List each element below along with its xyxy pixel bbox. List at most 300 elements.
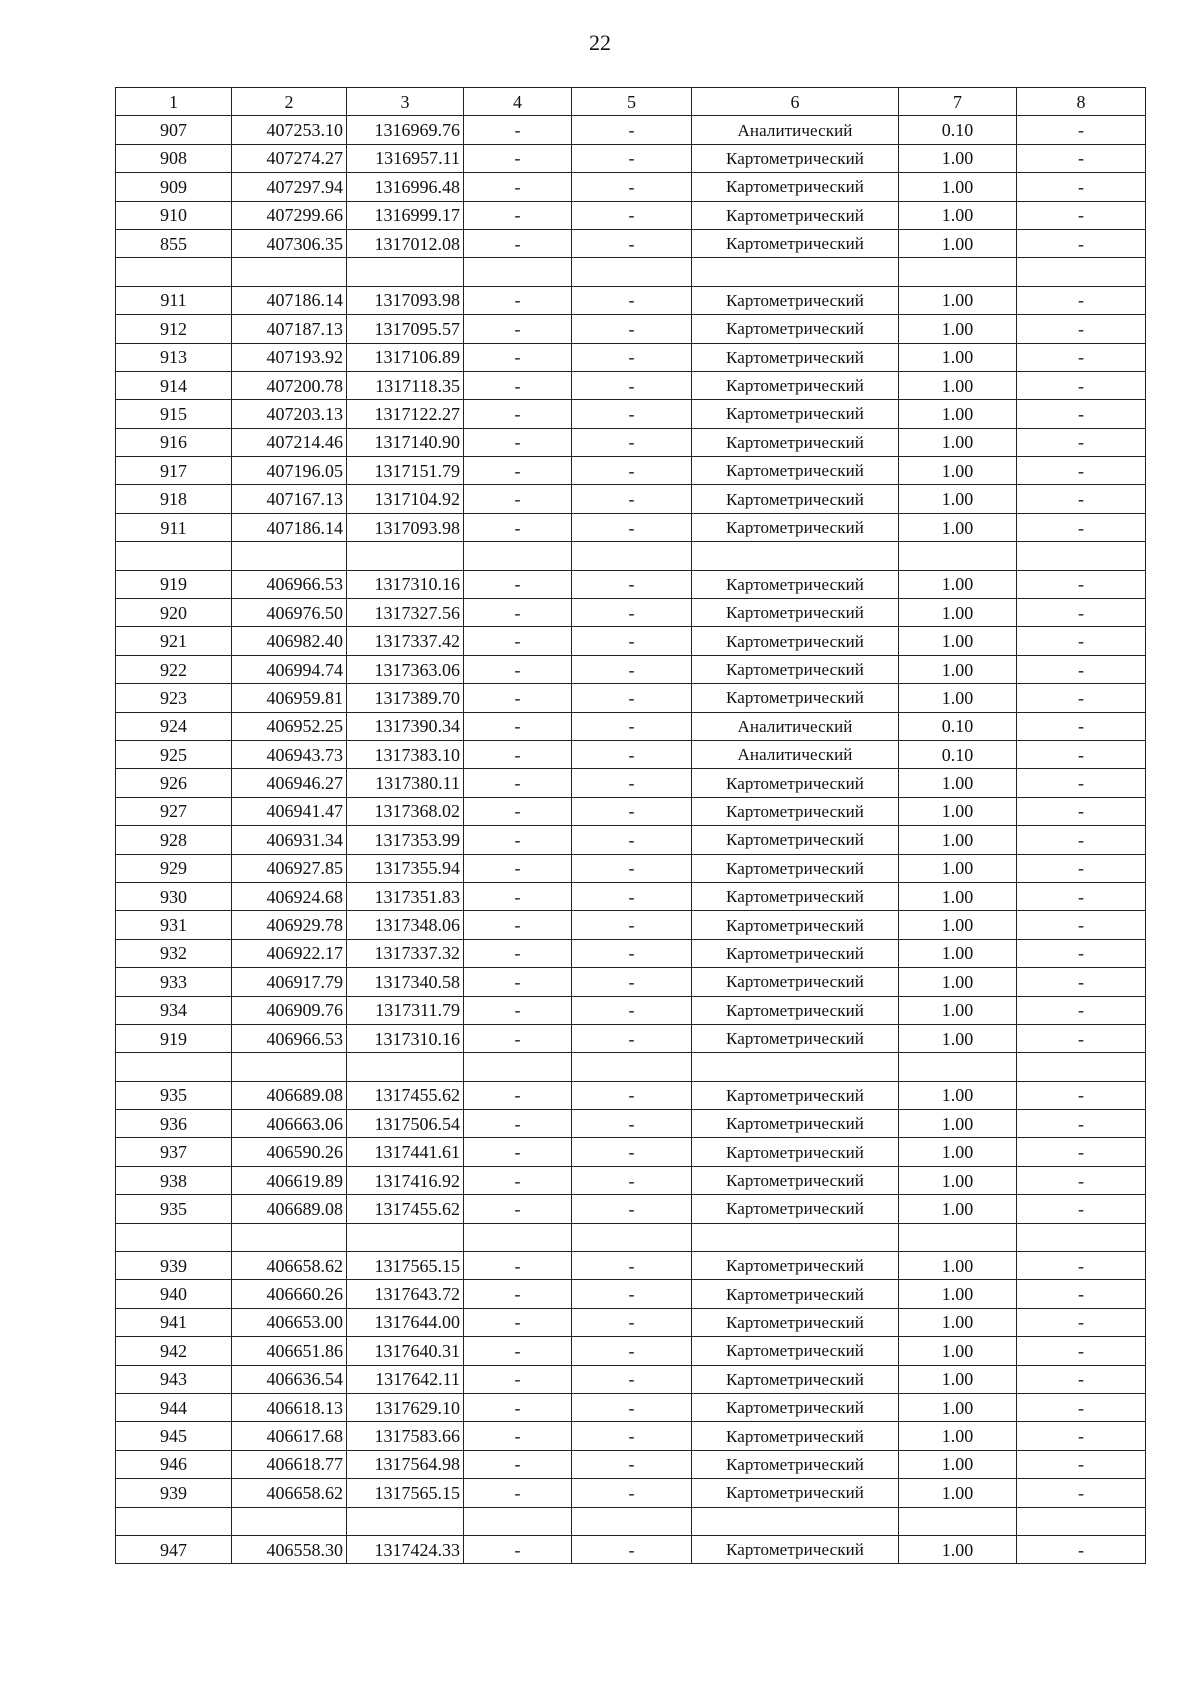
table-row xyxy=(116,996,1146,1024)
col5-cell: - xyxy=(572,769,692,797)
col5-cell: - xyxy=(572,1195,692,1223)
col8-cell: - xyxy=(1017,1110,1146,1138)
x-coordinate-cell: 407214.46 xyxy=(232,428,347,456)
col8-cell: - xyxy=(1017,627,1146,655)
method-cell: Картометрический xyxy=(692,1195,899,1223)
accuracy-cell: 1.00 xyxy=(899,1308,1017,1336)
col5-cell xyxy=(572,1053,692,1081)
y-coordinate-cell: 1317337.42 xyxy=(347,627,464,655)
col8-cell: - xyxy=(1017,1422,1146,1450)
col5-cell: - xyxy=(572,428,692,456)
header-cell: 1 xyxy=(116,88,232,116)
point-number-cell: 936 xyxy=(116,1110,232,1138)
col8-cell: - xyxy=(1017,144,1146,172)
accuracy-cell: 1.00 xyxy=(899,599,1017,627)
col4-cell: - xyxy=(464,1252,572,1280)
col5-cell: - xyxy=(572,684,692,712)
col4-cell: - xyxy=(464,116,572,144)
point-number-cell: 941 xyxy=(116,1308,232,1336)
x-coordinate-cell: 407297.94 xyxy=(232,173,347,201)
col5-cell: - xyxy=(572,229,692,257)
table-row xyxy=(116,1450,1146,1478)
accuracy-cell xyxy=(899,1053,1017,1081)
y-coordinate-cell: 1317643.72 xyxy=(347,1280,464,1308)
col4-cell: - xyxy=(464,854,572,882)
y-coordinate-cell: 1316969.76 xyxy=(347,116,464,144)
table-row xyxy=(116,485,1146,513)
y-coordinate-cell xyxy=(347,1053,464,1081)
col4-cell: - xyxy=(464,797,572,825)
point-number-cell: 908 xyxy=(116,144,232,172)
col4-cell: - xyxy=(464,201,572,229)
method-cell: Картометрический xyxy=(692,968,899,996)
col4-cell: - xyxy=(464,712,572,740)
y-coordinate-cell: 1317389.70 xyxy=(347,684,464,712)
x-coordinate-cell: 407196.05 xyxy=(232,457,347,485)
x-coordinate-cell: 406618.77 xyxy=(232,1450,347,1478)
col8-cell: - xyxy=(1017,769,1146,797)
x-coordinate-cell: 406590.26 xyxy=(232,1138,347,1166)
point-number-cell: 934 xyxy=(116,996,232,1024)
col8-cell: - xyxy=(1017,116,1146,144)
accuracy-cell: 1.00 xyxy=(899,1081,1017,1109)
col8-cell: - xyxy=(1017,428,1146,456)
col4-cell: - xyxy=(464,655,572,683)
x-coordinate-cell: 406658.62 xyxy=(232,1252,347,1280)
method-cell: Картометрический xyxy=(692,1308,899,1336)
point-number-cell xyxy=(116,1507,232,1535)
col5-cell: - xyxy=(572,173,692,201)
method-cell: Аналитический xyxy=(692,116,899,144)
table-row xyxy=(116,144,1146,172)
table-row xyxy=(116,599,1146,627)
x-coordinate-cell: 406927.85 xyxy=(232,854,347,882)
x-coordinate-cell: 407167.13 xyxy=(232,485,347,513)
table-row xyxy=(116,1337,1146,1365)
y-coordinate-cell: 1317310.16 xyxy=(347,570,464,598)
point-number-cell: 944 xyxy=(116,1393,232,1421)
separator-row xyxy=(116,258,1146,286)
y-coordinate-cell: 1317351.83 xyxy=(347,882,464,910)
y-coordinate-cell: 1317104.92 xyxy=(347,485,464,513)
accuracy-cell: 0.10 xyxy=(899,740,1017,768)
col8-cell: - xyxy=(1017,740,1146,768)
col4-cell: - xyxy=(464,1081,572,1109)
col4-cell: - xyxy=(464,144,572,172)
x-coordinate-cell: 406653.00 xyxy=(232,1308,347,1336)
point-number-cell: 947 xyxy=(116,1535,232,1563)
accuracy-cell: 1.00 xyxy=(899,1535,1017,1563)
point-number-cell: 939 xyxy=(116,1479,232,1507)
y-coordinate-cell: 1317093.98 xyxy=(347,286,464,314)
point-number-cell xyxy=(116,258,232,286)
col8-cell: - xyxy=(1017,1365,1146,1393)
accuracy-cell xyxy=(899,258,1017,286)
col8-cell: - xyxy=(1017,939,1146,967)
table-row xyxy=(116,1393,1146,1421)
col5-cell: - xyxy=(572,939,692,967)
method-cell: Аналитический xyxy=(692,712,899,740)
table-row xyxy=(116,1024,1146,1052)
col8-cell xyxy=(1017,1507,1146,1535)
col8-cell: - xyxy=(1017,1393,1146,1421)
x-coordinate-cell: 406959.81 xyxy=(232,684,347,712)
col8-cell: - xyxy=(1017,712,1146,740)
col4-cell xyxy=(464,1053,572,1081)
point-number-cell: 929 xyxy=(116,854,232,882)
header-cell: 5 xyxy=(572,88,692,116)
y-coordinate-cell: 1316957.11 xyxy=(347,144,464,172)
col5-cell: - xyxy=(572,712,692,740)
y-coordinate-cell: 1317151.79 xyxy=(347,457,464,485)
x-coordinate-cell: 406976.50 xyxy=(232,599,347,627)
col8-cell xyxy=(1017,1223,1146,1251)
col4-cell: - xyxy=(464,1166,572,1194)
point-number-cell: 913 xyxy=(116,343,232,371)
accuracy-cell: 1.00 xyxy=(899,400,1017,428)
col8-cell: - xyxy=(1017,1280,1146,1308)
table-row xyxy=(116,400,1146,428)
method-cell: Картометрический xyxy=(692,996,899,1024)
col4-cell: - xyxy=(464,939,572,967)
col5-cell: - xyxy=(572,826,692,854)
point-number-cell: 933 xyxy=(116,968,232,996)
header-cell: 2 xyxy=(232,88,347,116)
col8-cell: - xyxy=(1017,570,1146,598)
point-number-cell: 907 xyxy=(116,116,232,144)
point-number-cell: 917 xyxy=(116,457,232,485)
y-coordinate-cell: 1316996.48 xyxy=(347,173,464,201)
point-number-cell: 937 xyxy=(116,1138,232,1166)
col4-cell: - xyxy=(464,1337,572,1365)
method-cell: Картометрический xyxy=(692,1450,899,1478)
separator-row xyxy=(116,1223,1146,1251)
table-row xyxy=(116,371,1146,399)
col5-cell: - xyxy=(572,1280,692,1308)
y-coordinate-cell: 1317629.10 xyxy=(347,1393,464,1421)
col5-cell: - xyxy=(572,201,692,229)
table-row xyxy=(116,457,1146,485)
method-cell: Картометрический xyxy=(692,286,899,314)
y-coordinate-cell: 1316999.17 xyxy=(347,201,464,229)
table-row xyxy=(116,911,1146,939)
col4-cell: - xyxy=(464,1365,572,1393)
accuracy-cell: 1.00 xyxy=(899,1393,1017,1421)
y-coordinate-cell: 1317348.06 xyxy=(347,911,464,939)
col5-cell: - xyxy=(572,286,692,314)
point-number-cell: 945 xyxy=(116,1422,232,1450)
method-cell: Картометрический xyxy=(692,485,899,513)
x-coordinate-cell: 406946.27 xyxy=(232,769,347,797)
col4-cell: - xyxy=(464,343,572,371)
col4-cell: - xyxy=(464,513,572,541)
col4-cell: - xyxy=(464,882,572,910)
col8-cell: - xyxy=(1017,485,1146,513)
col5-cell: - xyxy=(572,1252,692,1280)
accuracy-cell: 1.00 xyxy=(899,428,1017,456)
table-row xyxy=(116,513,1146,541)
accuracy-cell: 1.00 xyxy=(899,1252,1017,1280)
point-number-cell: 911 xyxy=(116,286,232,314)
col5-cell: - xyxy=(572,1337,692,1365)
col4-cell: - xyxy=(464,996,572,1024)
col5-cell: - xyxy=(572,599,692,627)
col4-cell: - xyxy=(464,599,572,627)
method-cell: Картометрический xyxy=(692,1024,899,1052)
table-row xyxy=(116,769,1146,797)
col8-cell: - xyxy=(1017,173,1146,201)
point-number-cell: 946 xyxy=(116,1450,232,1478)
point-number-cell: 926 xyxy=(116,769,232,797)
col4-cell: - xyxy=(464,1280,572,1308)
method-cell: Картометрический xyxy=(692,1166,899,1194)
point-number-cell: 919 xyxy=(116,570,232,598)
method-cell: Картометрический xyxy=(692,854,899,882)
method-cell: Картометрический xyxy=(692,201,899,229)
col4-cell: - xyxy=(464,173,572,201)
method-cell: Картометрический xyxy=(692,1280,899,1308)
col4-cell: - xyxy=(464,911,572,939)
method-cell: Картометрический xyxy=(692,1365,899,1393)
y-coordinate-cell: 1317012.08 xyxy=(347,229,464,257)
col4-cell xyxy=(464,258,572,286)
coordinates-table xyxy=(115,87,1146,1564)
method-cell xyxy=(692,542,899,570)
col5-cell: - xyxy=(572,1308,692,1336)
table-row xyxy=(116,939,1146,967)
col8-cell: - xyxy=(1017,1308,1146,1336)
y-coordinate-cell: 1317416.92 xyxy=(347,1166,464,1194)
method-cell: Картометрический xyxy=(692,144,899,172)
method-cell: Картометрический xyxy=(692,457,899,485)
y-coordinate-cell xyxy=(347,1507,464,1535)
col8-cell: - xyxy=(1017,343,1146,371)
col8-cell: - xyxy=(1017,1166,1146,1194)
accuracy-cell: 1.00 xyxy=(899,1110,1017,1138)
col8-cell: - xyxy=(1017,1252,1146,1280)
table-row xyxy=(116,1479,1146,1507)
method-cell: Картометрический xyxy=(692,428,899,456)
table-row xyxy=(116,854,1146,882)
col5-cell: - xyxy=(572,797,692,825)
col8-cell: - xyxy=(1017,1195,1146,1223)
point-number-cell: 935 xyxy=(116,1195,232,1223)
accuracy-cell: 1.00 xyxy=(899,201,1017,229)
method-cell: Картометрический xyxy=(692,769,899,797)
y-coordinate-cell: 1317337.32 xyxy=(347,939,464,967)
point-number-cell: 920 xyxy=(116,599,232,627)
col8-cell: - xyxy=(1017,1479,1146,1507)
y-coordinate-cell: 1317380.11 xyxy=(347,769,464,797)
col8-cell xyxy=(1017,542,1146,570)
method-cell: Картометрический xyxy=(692,1393,899,1421)
col5-cell: - xyxy=(572,1081,692,1109)
y-coordinate-cell: 1317424.33 xyxy=(347,1535,464,1563)
method-cell: Картометрический xyxy=(692,1535,899,1563)
x-coordinate-cell: 407186.14 xyxy=(232,513,347,541)
y-coordinate-cell: 1317506.54 xyxy=(347,1110,464,1138)
x-coordinate-cell: 406618.13 xyxy=(232,1393,347,1421)
accuracy-cell: 1.00 xyxy=(899,570,1017,598)
col8-cell: - xyxy=(1017,599,1146,627)
col8-cell: - xyxy=(1017,826,1146,854)
col5-cell: - xyxy=(572,968,692,996)
method-cell xyxy=(692,1053,899,1081)
col4-cell: - xyxy=(464,968,572,996)
y-coordinate-cell xyxy=(347,258,464,286)
point-number-cell: 919 xyxy=(116,1024,232,1052)
method-cell: Картометрический xyxy=(692,173,899,201)
x-coordinate-cell: 406966.53 xyxy=(232,570,347,598)
x-coordinate-cell xyxy=(232,258,347,286)
x-coordinate-cell: 406917.79 xyxy=(232,968,347,996)
header-cell: 4 xyxy=(464,88,572,116)
accuracy-cell: 1.00 xyxy=(899,457,1017,485)
col5-cell xyxy=(572,258,692,286)
x-coordinate-cell: 406931.34 xyxy=(232,826,347,854)
col8-cell: - xyxy=(1017,286,1146,314)
accuracy-cell: 1.00 xyxy=(899,513,1017,541)
accuracy-cell xyxy=(899,1507,1017,1535)
col5-cell: - xyxy=(572,513,692,541)
table-row xyxy=(116,229,1146,257)
col5-cell: - xyxy=(572,1024,692,1052)
col8-cell: - xyxy=(1017,1337,1146,1365)
accuracy-cell: 1.00 xyxy=(899,1422,1017,1450)
col5-cell: - xyxy=(572,854,692,882)
col5-cell: - xyxy=(572,457,692,485)
x-coordinate-cell: 406952.25 xyxy=(232,712,347,740)
accuracy-cell: 1.00 xyxy=(899,684,1017,712)
accuracy-cell: 1.00 xyxy=(899,343,1017,371)
accuracy-cell: 1.00 xyxy=(899,1195,1017,1223)
table-row xyxy=(116,570,1146,598)
method-cell xyxy=(692,258,899,286)
point-number-cell xyxy=(116,1223,232,1251)
col5-cell: - xyxy=(572,1110,692,1138)
method-cell: Картометрический xyxy=(692,911,899,939)
x-coordinate-cell: 406689.08 xyxy=(232,1195,347,1223)
point-number-cell: 923 xyxy=(116,684,232,712)
x-coordinate-cell xyxy=(232,1223,347,1251)
col4-cell: - xyxy=(464,485,572,513)
point-number-cell: 918 xyxy=(116,485,232,513)
accuracy-cell: 1.00 xyxy=(899,996,1017,1024)
col4-cell: - xyxy=(464,229,572,257)
accuracy-cell: 1.00 xyxy=(899,173,1017,201)
accuracy-cell: 1.00 xyxy=(899,655,1017,683)
col4-cell xyxy=(464,542,572,570)
col8-cell: - xyxy=(1017,201,1146,229)
x-coordinate-cell: 406558.30 xyxy=(232,1535,347,1563)
y-coordinate-cell: 1317310.16 xyxy=(347,1024,464,1052)
accuracy-cell: 1.00 xyxy=(899,854,1017,882)
col5-cell xyxy=(572,1507,692,1535)
method-cell: Картометрический xyxy=(692,684,899,712)
table-row xyxy=(116,740,1146,768)
x-coordinate-cell xyxy=(232,542,347,570)
accuracy-cell: 1.00 xyxy=(899,371,1017,399)
y-coordinate-cell: 1317390.34 xyxy=(347,712,464,740)
method-cell: Картометрический xyxy=(692,797,899,825)
table-row xyxy=(116,1280,1146,1308)
col8-cell xyxy=(1017,258,1146,286)
col8-cell: - xyxy=(1017,229,1146,257)
point-number-cell xyxy=(116,542,232,570)
x-coordinate-cell: 406660.26 xyxy=(232,1280,347,1308)
table-row xyxy=(116,826,1146,854)
col4-cell: - xyxy=(464,428,572,456)
y-coordinate-cell: 1317106.89 xyxy=(347,343,464,371)
col5-cell: - xyxy=(572,911,692,939)
accuracy-cell: 1.00 xyxy=(899,882,1017,910)
y-coordinate-cell: 1317353.99 xyxy=(347,826,464,854)
y-coordinate-cell: 1317368.02 xyxy=(347,797,464,825)
col8-cell: - xyxy=(1017,315,1146,343)
x-coordinate-cell: 406663.06 xyxy=(232,1110,347,1138)
col4-cell: - xyxy=(464,286,572,314)
accuracy-cell: 1.00 xyxy=(899,911,1017,939)
point-number-cell: 931 xyxy=(116,911,232,939)
y-coordinate-cell: 1317441.61 xyxy=(347,1138,464,1166)
accuracy-cell: 1.00 xyxy=(899,1024,1017,1052)
col4-cell: - xyxy=(464,400,572,428)
table-row xyxy=(116,173,1146,201)
col5-cell xyxy=(572,542,692,570)
col4-cell: - xyxy=(464,740,572,768)
method-cell: Картометрический xyxy=(692,655,899,683)
x-coordinate-cell: 406636.54 xyxy=(232,1365,347,1393)
point-number-cell: 935 xyxy=(116,1081,232,1109)
x-coordinate-cell: 406941.47 xyxy=(232,797,347,825)
col5-cell: - xyxy=(572,1450,692,1478)
col4-cell: - xyxy=(464,1138,572,1166)
col8-cell: - xyxy=(1017,854,1146,882)
x-coordinate-cell: 407187.13 xyxy=(232,315,347,343)
col4-cell: - xyxy=(464,769,572,797)
col4-cell: - xyxy=(464,1422,572,1450)
accuracy-cell: 1.00 xyxy=(899,1450,1017,1478)
y-coordinate-cell: 1317642.11 xyxy=(347,1365,464,1393)
point-number-cell: 912 xyxy=(116,315,232,343)
point-number-cell: 910 xyxy=(116,201,232,229)
col5-cell: - xyxy=(572,1479,692,1507)
point-number-cell: 915 xyxy=(116,400,232,428)
method-cell: Картометрический xyxy=(692,1337,899,1365)
separator-row xyxy=(116,542,1146,570)
col8-cell: - xyxy=(1017,684,1146,712)
table-row xyxy=(116,1365,1146,1393)
col4-cell: - xyxy=(464,627,572,655)
x-coordinate-cell: 407186.14 xyxy=(232,286,347,314)
accuracy-cell: 1.00 xyxy=(899,968,1017,996)
accuracy-cell: 1.00 xyxy=(899,939,1017,967)
accuracy-cell: 1.00 xyxy=(899,1337,1017,1365)
method-cell: Картометрический xyxy=(692,1110,899,1138)
point-number-cell: 911 xyxy=(116,513,232,541)
col5-cell: - xyxy=(572,144,692,172)
col5-cell: - xyxy=(572,400,692,428)
table-row xyxy=(116,655,1146,683)
col5-cell xyxy=(572,1223,692,1251)
col8-cell: - xyxy=(1017,1450,1146,1478)
page-number: 22 xyxy=(589,30,611,55)
method-cell: Аналитический xyxy=(692,740,899,768)
method-cell: Картометрический xyxy=(692,599,899,627)
x-coordinate-cell: 406689.08 xyxy=(232,1081,347,1109)
accuracy-cell: 1.00 xyxy=(899,1479,1017,1507)
col5-cell: - xyxy=(572,485,692,513)
